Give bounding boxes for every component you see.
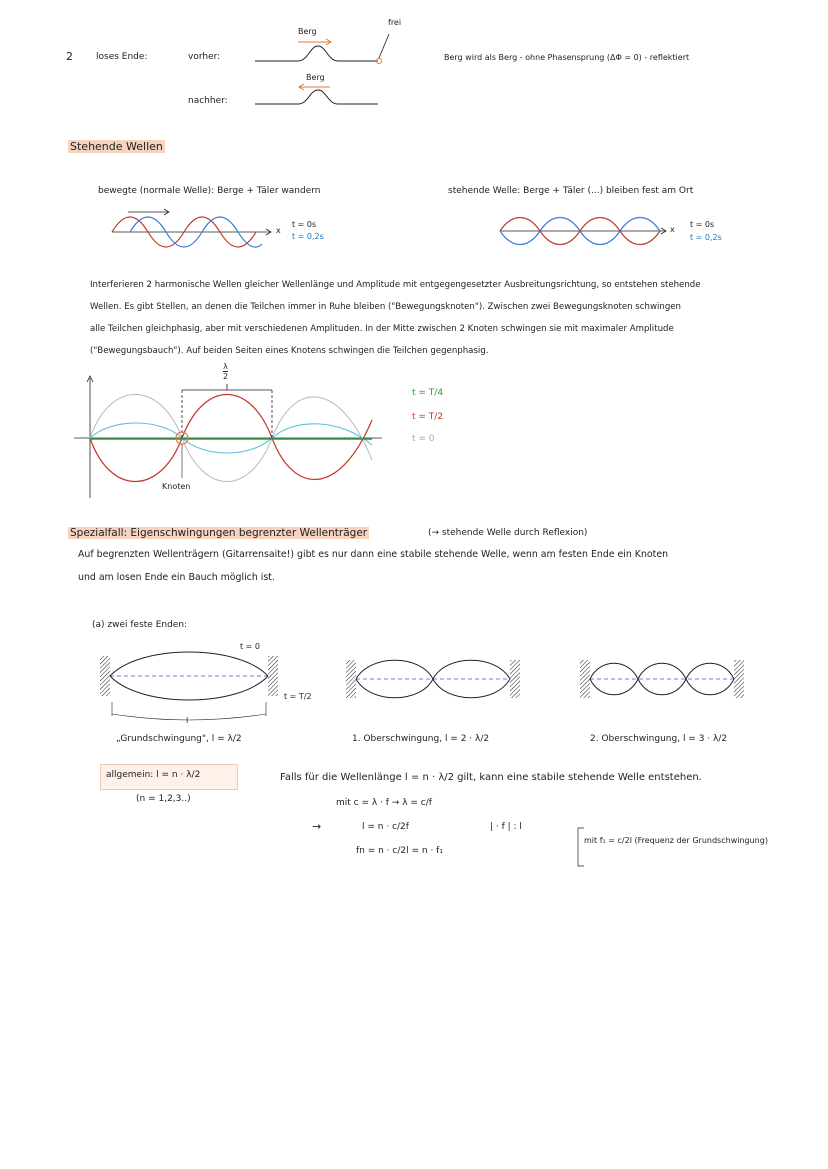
bewegte-welle-label: bewegte (normale Welle): Berge + Täler wandern: [98, 186, 321, 196]
t0-label: t = 0: [240, 642, 261, 651]
legend-t0-1: t = 0s: [292, 220, 317, 229]
l-formula: l = n · c/2f: [362, 822, 409, 832]
legend-t1-2: t = 0,2s: [690, 233, 722, 242]
heading-spezialfall: Spezialfall: Eigenschwingungen begrenzter Wellenträger: [70, 527, 368, 539]
implication-arrow: →: [312, 820, 322, 833]
legend-t-quarter: t = T/4: [412, 388, 444, 398]
l-label: l: [186, 716, 189, 725]
vorher-label: vorher:: [188, 52, 221, 62]
knoten-label: Knoten: [162, 482, 191, 491]
spezialfall-line-1: Auf begrenzten Wellenträgern (Gitarrensaite!) gibt es nur dann eine stabile stehende Welle, wenn am festen Ende ein Knoten: [78, 549, 669, 560]
loses-ende-label: loses Ende:: [96, 52, 148, 62]
spezialfall-line-2: und am losen Ende ein Bauch möglich ist.: [78, 572, 275, 583]
berg-label-top: Berg: [298, 27, 317, 36]
reflection-note: Berg wird als Berg - ohne Phasensprung (ΔΦ = 0) - reflektiert: [444, 53, 690, 62]
t-half-label: t = T/2: [284, 692, 312, 701]
operation-note: | · f | : l: [490, 822, 522, 832]
grundfrequenz-note: mit f₁ = c/2l (Frequenz der Grundschwingung): [584, 836, 768, 845]
oberschwingung-1-caption: 1. Oberschwingung, l = 2 · λ/2: [352, 734, 490, 744]
legend-t1-1: t = 0,2s: [292, 232, 324, 241]
section-number: 2: [66, 50, 73, 63]
fn-formula: fn = n · c/2l = n · f₁: [356, 846, 443, 856]
allgemein-formula: allgemein: l = n · λ/2: [106, 770, 201, 780]
paragraph-line-3: alle Teilchen gleichphasig, aber mit verschiedenen Amplituden. In der Mitte zwischen 2 Knoten schwingen sie mit maximaler Amplitude: [90, 324, 674, 334]
legend-t-half: t = T/2: [412, 412, 444, 422]
arrow-note: (→ stehende Welle durch Reflexion): [428, 528, 588, 538]
legend-t-zero: t = 0: [412, 434, 435, 444]
legend-t0-2: t = 0s: [690, 220, 715, 229]
lambda-half-label: λ 2: [223, 362, 229, 381]
paragraph-line-4: ("Bewegungsbauch"). Auf beiden Seiten eines Knotens schwingen die Teilchen gegenphasig.: [90, 346, 489, 356]
stehende-welle-label: stehende Welle: Berge + Täler (...) bleiben fest am Ort: [448, 186, 694, 196]
berg-label-bottom: Berg: [306, 73, 325, 82]
case-a-label: (a) zwei feste Enden:: [92, 620, 188, 630]
heading-stehende-wellen: Stehende Wellen: [70, 140, 163, 153]
mit-c-formula: mit c = λ · f → λ = c/f: [336, 798, 432, 808]
paragraph-line-1: Interferieren 2 harmonische Wellen gleicher Wellenlänge und Amplitude mit entgegengesetzter Ausbreitungsrichtung, so entstehen stehende: [90, 280, 701, 290]
nachher-label: nachher:: [188, 96, 228, 106]
falls-statement: Falls für die Wellenlänge l = n · λ/2 gilt, kann eine stabile stehende Welle entstehen.: [280, 772, 702, 783]
paragraph-line-2: Wellen. Es gibt Stellen, an denen die Teilchen immer in Ruhe bleiben ("Bewegungsknoten"). Zwischen zwei Bewegungsknoten schwingen: [90, 302, 682, 312]
axis-x-2: x: [670, 225, 675, 234]
frei-label: frei: [388, 18, 402, 27]
axis-x-1: x: [276, 226, 281, 235]
oberschwingung-2-caption: 2. Oberschwingung, l = 3 · λ/2: [590, 734, 728, 744]
n-range: (n = 1,2,3..): [136, 794, 191, 804]
grundschwingung-caption: „Grundschwingung", l = λ/2: [116, 734, 242, 744]
